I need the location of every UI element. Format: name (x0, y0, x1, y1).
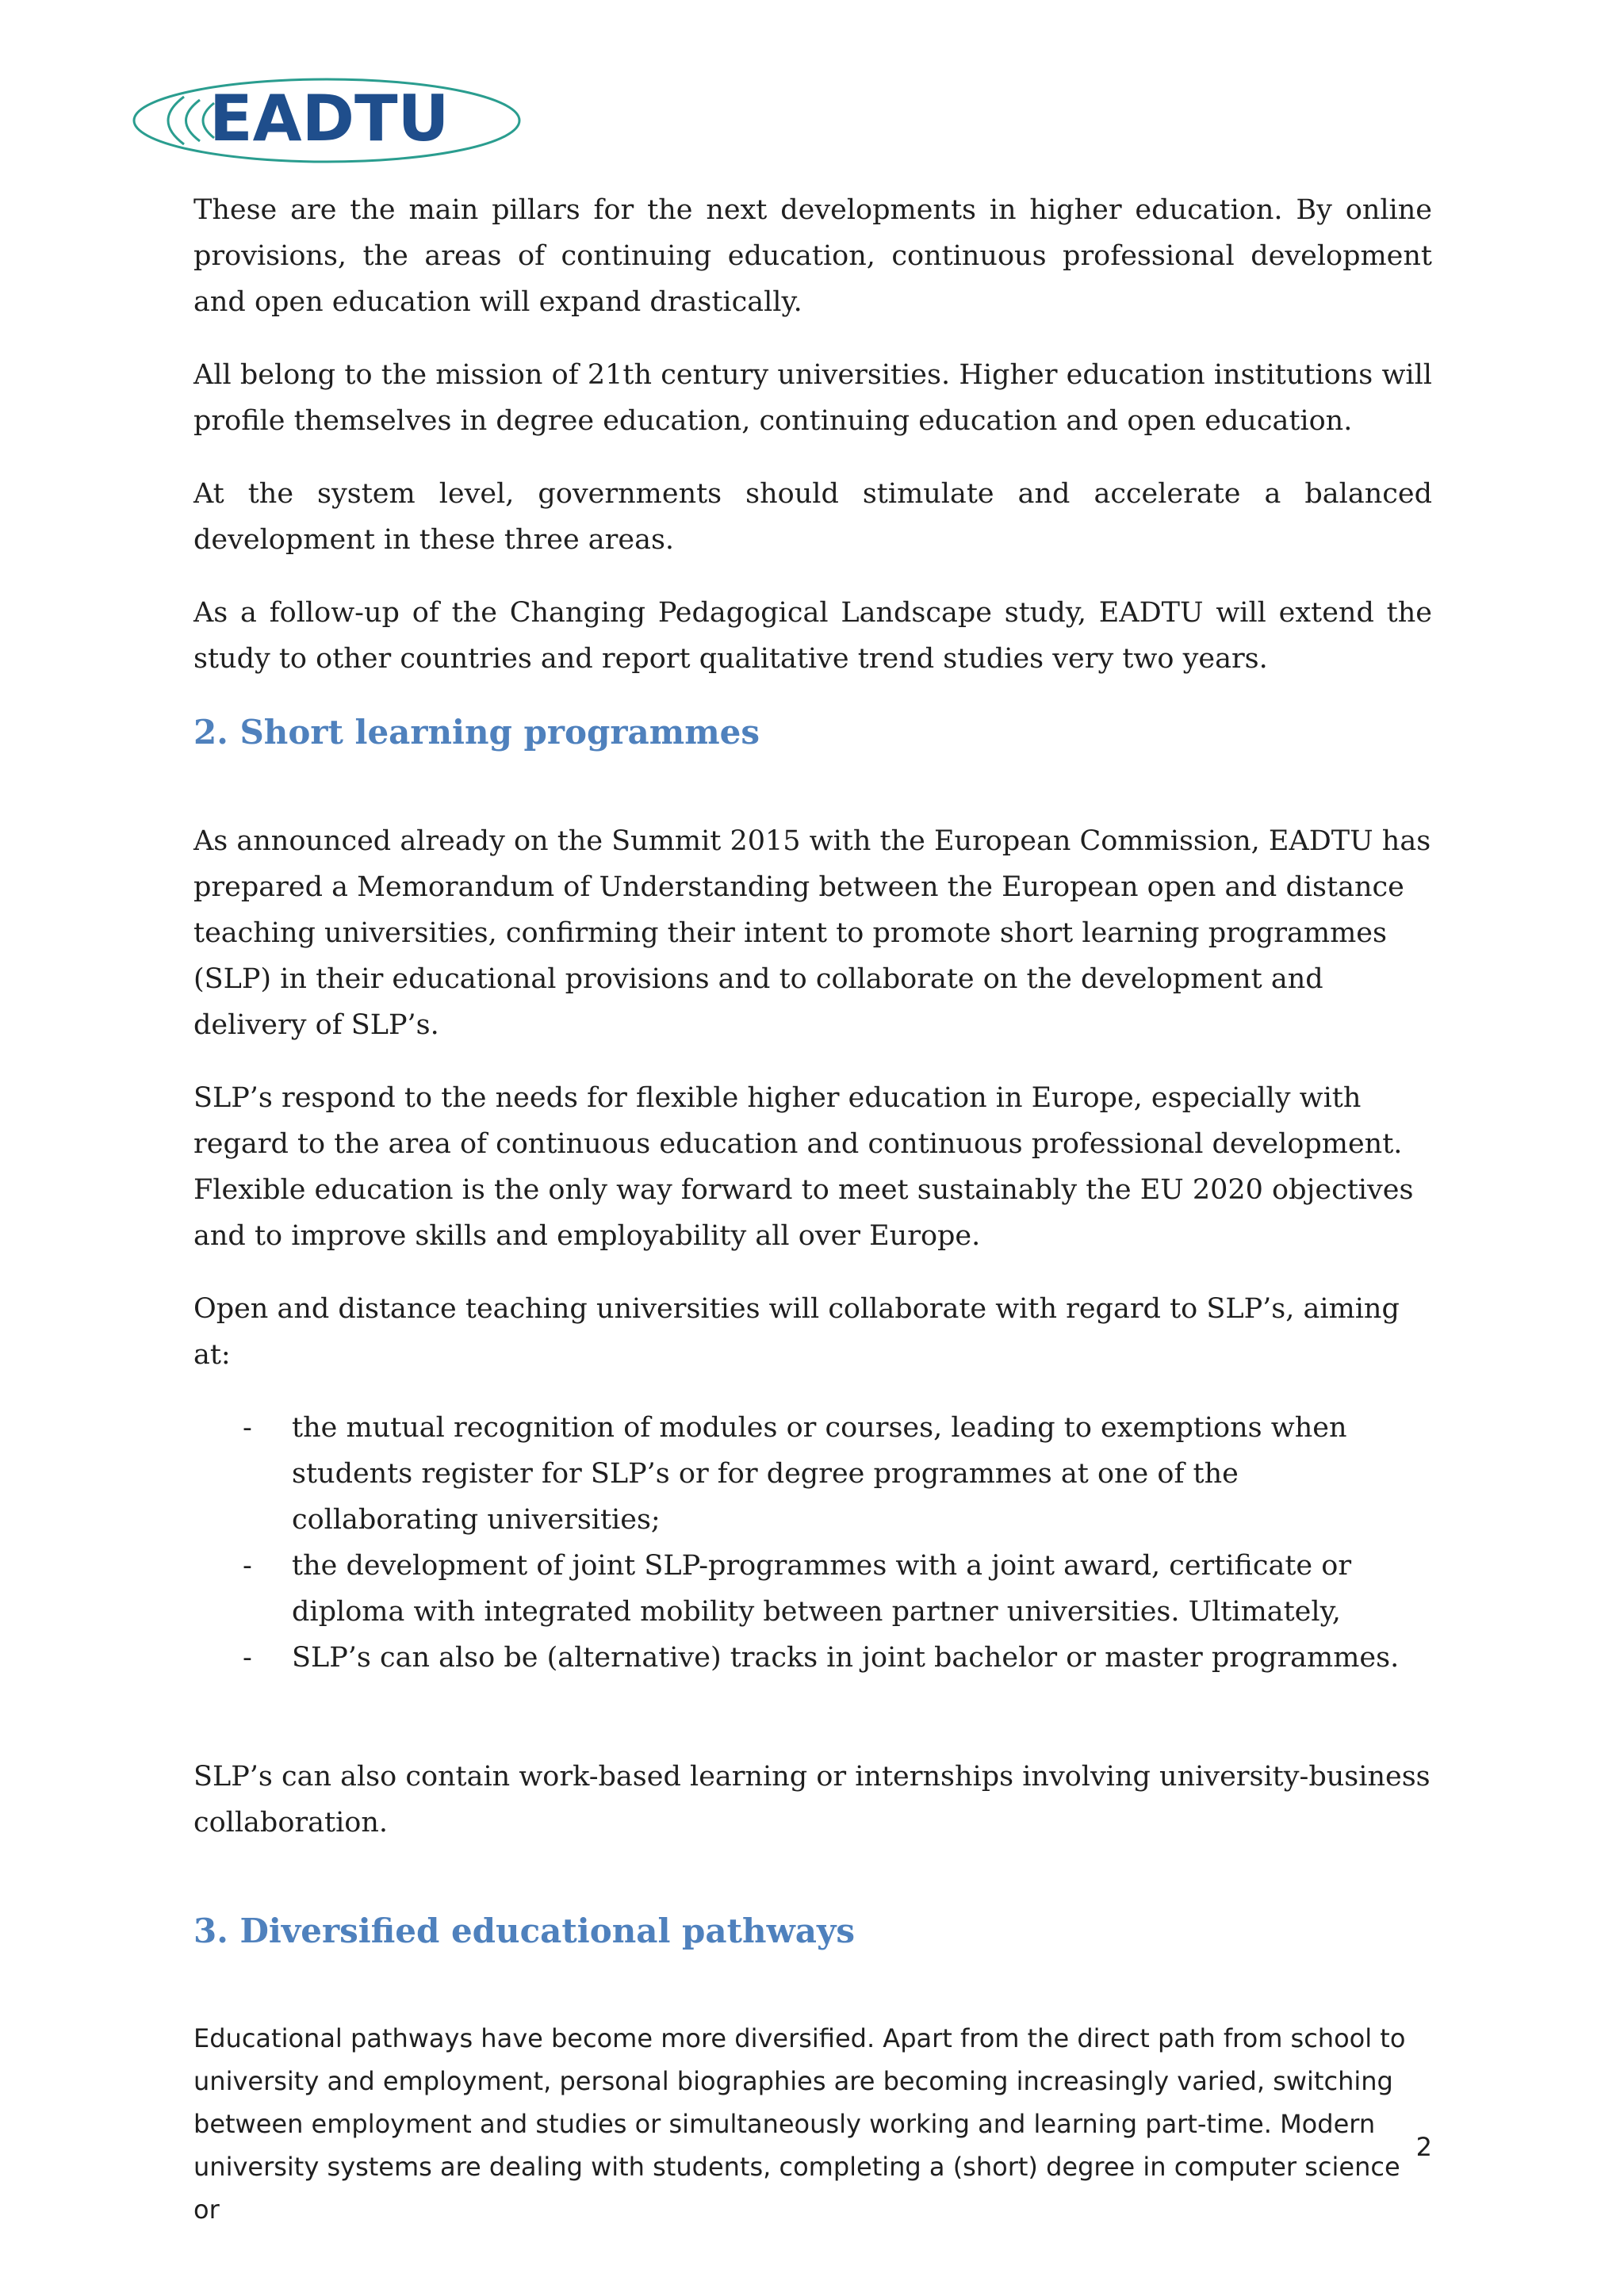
document-body (193, 187, 1432, 2258)
list-item (193, 1405, 1432, 1543)
list-dash: - (243, 1412, 252, 1444)
list-item-text: the development of joint SLP-programmes with a joint award, certificate or diploma with integrated mobility between partner universities. Ultimately, (292, 1550, 1352, 1628)
spacer (193, 1708, 1432, 1754)
section1-paragraph-2: All belong to the mission of 21th century universities. Higher education institutions will profile themselves in degree education, continuing education and open education. (193, 359, 1432, 437)
list-item-text: SLP’s can also be (alternative) tracks in joint bachelor or master programmes. (292, 1642, 1400, 1674)
section1-paragraph-4: As a follow-up of the Changing Pedagogical Landscape study, EADTU will extend the study to other countries and report qualitative trend studies very two years. (193, 597, 1432, 675)
section1-paragraph-3: At the system level, governments should stimulate and accelerate a balanced development in these three areas. (193, 478, 1432, 556)
section2-paragraph-3: Open and distance teaching universities will collaborate with regard to SLP’s, aiming at: (193, 1293, 1400, 1371)
page-number: 2 (1415, 2132, 1432, 2162)
list-item (193, 1543, 1432, 1635)
logo-text: EADTU (209, 82, 450, 155)
section2-heading: 2. Short learning programmes (193, 713, 760, 752)
list-item-text: the mutual recognition of modules or courses, leading to exemptions when students register for SLP’s or for degree programmes at one of the collaborating universities; (292, 1412, 1347, 1536)
section3-heading: 3. Diversified educational pathways (193, 1911, 855, 1950)
section2-paragraph-1: As announced already on the Summit 2015 with the European Commission, EADTU has prepared a Memorandum of Understanding between the European open and distance teaching universities, confirming their intent to promote short learning programmes (SLP) in their educational provisions and to collaborate on the development and delivery of SLP’s. (193, 825, 1431, 1041)
list-dash: - (243, 1550, 252, 1582)
section2-paragraph-2: SLP’s respond to the needs for flexible higher education in Europe, especially with regard to the area of continuous education and continuous professional development. Flexible education is the only way forward to meet sustainably the EU 2020 objectives and to improve skills and employability all over Europe. (193, 1082, 1414, 1252)
section1-paragraph-1: These are the main pillars for the next developments in higher education. By online provisions, the areas of continuing education, continuous professional development and open education will expand drastically. (193, 194, 1432, 318)
eadtu-logo (128, 73, 525, 168)
section2-closing-paragraph: SLP’s can also contain work-based learning or internships involving university-business collaboration. (193, 1761, 1431, 1839)
slp-aims-list (193, 1405, 1432, 1681)
section3-paragraph: Educational pathways have become more diversified. Apart from the direct path from school to university and employment, personal biographies are becoming increasingly varied, switching between employment and studies or simultaneously working and learning part-time. Modern university systems are dealing with students, completing a (short) degree in computer science or (193, 2023, 1406, 2225)
list-dash: - (243, 1642, 252, 1674)
list-item (193, 1635, 1432, 1681)
